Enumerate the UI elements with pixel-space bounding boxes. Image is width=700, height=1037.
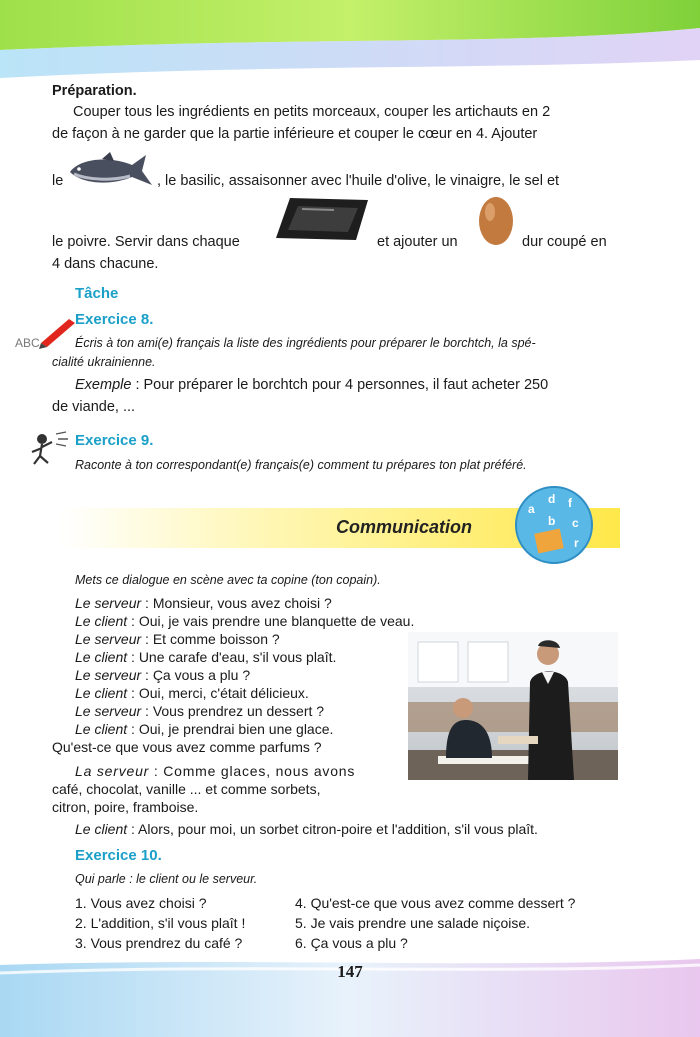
svg-text:ABC: ABC xyxy=(15,336,40,350)
line-text: : Ça vous a plu ? xyxy=(141,667,251,683)
line-text: : Oui, je vais prendre une blanquette de veau. xyxy=(127,613,415,629)
speaker-label: Le client xyxy=(75,685,128,701)
line-text: : Alors, pour moi, un sorbet citron-poire et l'addition, s'il vous plaît. xyxy=(127,821,538,837)
exercise-10-title: Exercice 10. xyxy=(75,847,162,864)
exercise-9-instruction: Raconte à ton correspondant(e) français(e) comment tu prépares ton plat préféré. xyxy=(75,458,527,472)
list-item: 6. Ça vous a plu ? xyxy=(295,935,408,951)
example-text: : Pour préparer le borchtch pour 4 personnes, il faut acheter 250 xyxy=(131,377,549,393)
exercise-10-instruction: Qui parle : le client ou le serveur. xyxy=(75,872,258,886)
speaker-label: Le client xyxy=(75,821,128,837)
preparation-line-start: le xyxy=(52,173,64,189)
speaker-label: Le serveur xyxy=(75,703,142,719)
list-item: 1. Vous avez choisi ? xyxy=(75,895,207,911)
globe-letter: b xyxy=(548,514,556,528)
exercise-9-title: Exercice 9. xyxy=(75,432,154,449)
globe-letter: f xyxy=(568,496,572,510)
preparation-line: de façon à ne garder que la partie inférieure et couper le cœur en 4. Ajouter xyxy=(52,126,538,142)
dialogue-line xyxy=(75,612,415,630)
speaker-label: Le client xyxy=(75,613,128,629)
dialogue-line xyxy=(75,630,415,648)
dialogue-line xyxy=(75,684,415,702)
line-text: : Oui, merci, c'était délicieux. xyxy=(127,685,309,701)
preparation-line-start: le poivre. Servir dans chaque xyxy=(52,234,240,250)
dialogue-line: Qu'est-ce que vous avez comme parfums ? xyxy=(52,739,322,755)
line-text: : Monsieur, vous avez choisi ? xyxy=(141,595,332,611)
alphabet-globe-icon xyxy=(512,483,596,567)
speaker-label: La serveur xyxy=(75,763,150,779)
speaking-person-icon xyxy=(26,430,72,466)
exercise-8-instruction: cialité ukrainienne. xyxy=(52,355,156,369)
page-number: 147 xyxy=(337,962,363,981)
line-text: : Oui, je prendrai bien une glace. xyxy=(127,721,334,737)
communication-title: Communication xyxy=(336,517,473,537)
list-item: 5. Je vais prendre une salade niçoise. xyxy=(295,915,531,931)
line-text: : Vous prendrez un dessert ? xyxy=(141,703,325,719)
globe-letter: r xyxy=(574,536,579,550)
black-plate-image xyxy=(272,194,372,246)
dialogue-line xyxy=(75,762,355,780)
list-item: 3. Vous prendrez du café ? xyxy=(75,935,243,951)
exercise-10-right-column xyxy=(295,893,575,953)
speaker-label: Le serveur xyxy=(75,595,142,611)
example-label: Exemple xyxy=(75,377,132,393)
dialogue-line: citron, poire, framboise. xyxy=(52,799,199,815)
top-decorative-band xyxy=(0,0,700,80)
exercise-10-left-column xyxy=(75,893,245,953)
preparation-line-mid: et ajouter un xyxy=(377,234,458,250)
exercise-8-title: Exercice 8. xyxy=(75,311,154,328)
dialogue-line xyxy=(75,702,415,720)
line-text: : Et comme boisson ? xyxy=(141,631,280,647)
speaker-label: Le client xyxy=(75,721,128,737)
list-item: 4. Qu'est-ce que vous avez comme dessert ? xyxy=(295,895,576,911)
speaker-label: Le serveur xyxy=(75,631,142,647)
dialogue-line xyxy=(75,720,415,738)
line-text: : Une carafe d'eau, s'il vous plaît. xyxy=(127,649,337,665)
speaker-label: Le serveur xyxy=(75,667,142,683)
task-heading: Tâche xyxy=(75,285,119,302)
egg-image xyxy=(476,192,516,248)
globe-letter: c xyxy=(572,516,579,530)
dialogue-line xyxy=(75,666,415,684)
dialogue-line xyxy=(75,820,538,838)
dialogue-lines xyxy=(75,594,415,738)
dialogue-instruction: Mets ce dialogue en scène avec ta copine (ton copain). xyxy=(75,573,381,587)
dialogue-line xyxy=(75,594,415,612)
dialogue-line: café, chocolat, vanille ... et comme sorbets, xyxy=(52,781,321,797)
preparation-line-end: , le basilic, assaisonner avec l'huile d'olive, le vinaigre, le sel et xyxy=(157,173,560,189)
restaurant-waiter-photo xyxy=(408,632,618,780)
dialogue-line xyxy=(75,648,415,666)
line-text: : Comme glaces, nous avons xyxy=(149,763,356,779)
preparation-line: 4 dans chacune. xyxy=(52,256,159,272)
globe-letter: a xyxy=(528,502,535,516)
preparation-line-end: dur coupé en xyxy=(522,234,607,250)
globe-letter: d xyxy=(548,492,556,506)
preparation-line: Couper tous les ingrédients en petits morceaux, couper les artichauts en 2 xyxy=(73,104,551,120)
exercise-8-instruction: Écris à ton ami(e) français la liste des ingrédients pour préparer le borchtch, la spé- xyxy=(75,336,536,350)
tuna-fish-image xyxy=(66,150,156,192)
exercise-8-example: de viande, ... xyxy=(52,399,136,415)
writing-pen-icon xyxy=(13,315,77,351)
preparation-heading: Préparation. xyxy=(52,83,137,99)
list-item: 2. L'addition, s'il vous plaît ! xyxy=(75,915,246,931)
exercise-8-example xyxy=(75,374,548,396)
speaker-label: Le client xyxy=(75,649,128,665)
